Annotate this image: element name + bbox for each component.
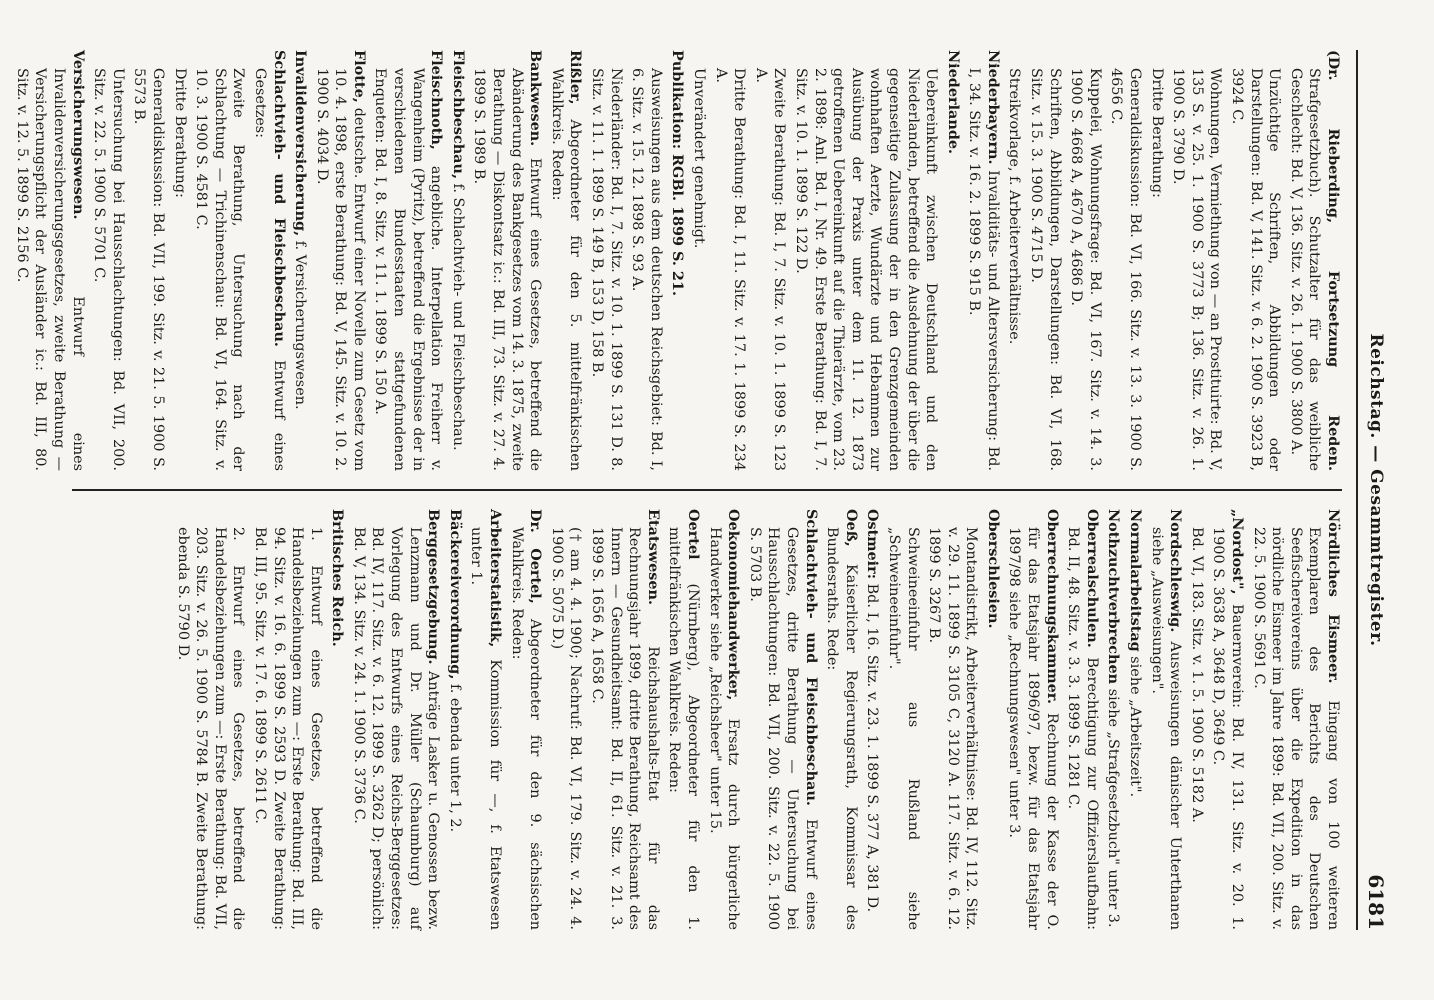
register-entry — [1227, 50, 1283, 471]
register-entry — [791, 50, 940, 471]
running-head — [1356, 50, 1392, 930]
entry-heading: Oberschlesien. — [984, 509, 1002, 629]
entry-text: Berechtigung zur Offizierslaufbahn: Bd. II, 48. Sitz. v. 3. 3. 1899 S. 1281 C. — [1065, 527, 1100, 930]
entry-text: Abgeordneter für den 5. mittelfränkischen Wahlkreis. Reden: — [548, 68, 584, 471]
register-entry — [983, 509, 1002, 930]
register-entry — [823, 509, 860, 930]
register-entry — [170, 50, 189, 471]
entry-text: Dritte Berathung: — [171, 68, 188, 198]
register-entry — [445, 509, 464, 930]
entry-text: Dritte Berathung: — [1148, 68, 1165, 198]
entry-heading: Etatswesen. — [644, 509, 662, 605]
page-number: 6181 — [1364, 874, 1388, 930]
entry-text: Schriften, Abbildungen, Darstellungen: Bd. VI, 168. Sitz. v. 15. 3. 1900 S. 4715 D. — [1028, 68, 1063, 471]
register-entry — [507, 509, 544, 930]
entry-text: Kaiserlicher Regierungsrath, Kommissar des Bundesraths. Rede: — [824, 527, 859, 930]
entry-text: Generaldiskussion: Bd. VII, 199. Sitz. v. 21. 5. 1900 S. 5573 B. — [131, 68, 166, 471]
register-entry — [884, 509, 921, 930]
register-entry — [668, 50, 687, 471]
entry-text: f. ebenda unter 1, 2. — [446, 679, 463, 833]
register-entry — [192, 50, 248, 471]
entry-text: Niederländer: Bd. I, 7. Sitz. v. 10. 1. 1899 S. 131 D. 8. Sitz. v. 11. 1. 1899 S. 149 B, 153 D, 158 B. — [589, 68, 624, 471]
register-entry — [1107, 50, 1144, 471]
entry-heading: Publikation: RGBl. 1899 S. 21. — [669, 50, 687, 296]
entry-text: Generaldiskussion: Bd. VI, 166. Sitz. v. 13. 3. 1900 S. 4656 C. — [1108, 68, 1144, 471]
register-entry — [349, 509, 442, 930]
register-entry — [1027, 50, 1064, 471]
entry-text: 2. Entwurf eines Gesetzes, betreffend die Handelsbeziehungen zum —: Erste Berathung: Bd. VII, 203. Sitz. v. 26. 5. 1900 S. 5784 B. Zweite Berathung: ebenda S. 5790 D. — [174, 527, 247, 930]
entry-text: Strafgesetzbuch). Schutzalter für das weibliche Geschlecht: Bd. V, 136. Sitz. v. 26. 1. 1900 S. 3800 A. — [1287, 68, 1323, 471]
entry-text: Uebereinkunft zwischen Deutschland und den Niederlanden, betreffend die Ausdehnung der über die gegenseitige Zulassung der in den Grenzgemeinden wohnhaften Aerzte, Wundärzte und Hebammen zur Ausübung der Praxis unter dem 11. 12. 1873 getroffenen Uebereinkunft auf die Thierärzte, vom 23. 2. 1898: Anl. Bd. I, Nr. 49. Erste Berathung: Bd. I, 7. Sitz. v. 10. 1. 1899 S. 122 D. — [792, 68, 940, 471]
register-entry — [665, 509, 702, 930]
entry-heading: Fleischbeschau, — [449, 50, 467, 179]
register-entry — [173, 509, 247, 930]
entry-heading: Oekonomiehandwerker, — [725, 509, 743, 701]
entry-text: Anträge Lasker u. Genossen bezw. Lenzmann und Dr. Müller (Schaumburg) auf Vorlegung des Entwurfs eines Reichs-Berggesetzes: Bd. IV, 117. Sitz. v. 6. 12. 1899 S. 3262 D; persönlich: Bd. V, 134. Sitz. v. 24. 1. 1900 S. 3736 C. — [350, 527, 442, 930]
register-entry — [689, 50, 708, 471]
entry-heading: Oberrealschulen. — [1083, 509, 1101, 648]
register-entry — [1249, 509, 1342, 930]
register-entry — [705, 509, 742, 930]
register-entry — [1187, 509, 1206, 930]
entry-text: siehe „Arbeitszeit". — [1127, 651, 1144, 798]
register-entry — [943, 50, 962, 471]
entry-text: (Nürnberg), Abgeordneter für den 1. mittelfränkischen Wahlkreis. Reden: — [666, 527, 701, 930]
register-entry — [470, 50, 544, 471]
register-entry — [328, 509, 347, 930]
entry-heading: (Dr. Rieberding, Fortsetzung Reden. — [1325, 50, 1342, 471]
register-entry — [587, 50, 624, 471]
register-entry — [130, 50, 167, 471]
register-entry — [1147, 509, 1184, 930]
entry-text: Bd. VI, 183. Sitz. v. 1. 5. 1900 S. 5182 A. — [1188, 527, 1205, 823]
entry-heading: Versicherungswesen. — [69, 50, 87, 220]
entry-heading: „Nordost", — [1229, 509, 1247, 595]
register-entry — [1005, 509, 1061, 930]
register-entry — [90, 50, 127, 471]
entry-heading: Oberrechnungskammer. — [1043, 509, 1061, 705]
register-entry — [467, 509, 504, 930]
entry-heading: Bäckereiverordnung, — [446, 509, 464, 680]
entry-heading: Invalidenversicherung, — [292, 50, 310, 237]
left-column — [13, 50, 1342, 489]
entry-text: Rechnung der Kasse der O. für das Etatsjahr 1896/97, bezw. für das Etatsjahr 1897/98 siehe „Rechnungswesen" unter 3. — [1006, 527, 1060, 930]
entry-text: Entwurf eines Gesetzes: — [251, 68, 287, 471]
entry-text: († am 4. 4. 1900; Nachruf: Bd. VI, 179. Sitz. v. 24. 4. 1900 S. 5075 D.) — [548, 527, 584, 930]
entry-heading: Oertel — [685, 509, 702, 560]
register-entry — [711, 50, 748, 471]
register-entry — [291, 50, 310, 471]
entry-heading: Nothzuchtverbrechen — [1105, 509, 1123, 685]
entry-text: Reichshaushalts-Etat für das Rechnungsjahr 1899, dritte Berathung, Reichsamt des Innern — Gesundheitsamt: Bd. II, 61. Sitz. v. 21. 3. 1899 S. 1656 A, 1658 C. — [589, 527, 661, 930]
entry-heading: Britisches Reich. — [329, 509, 347, 647]
entry-text: Entwurf eines Gesetzes, dritte Berathung — Untersuchung bei Hausschlachtungen: Bd. VII, 200. Sitz. v. 22. 5. 1900 S. 5703 B. — [746, 527, 819, 930]
entry-text: Ersatz durch bürgerliche Handwerker siehe „Reichsheer" unter 15. — [706, 527, 742, 930]
entry-text: Eingang von 100 weiteren Exemplaren des Berichts des Deutschen Seefischereivereins über die Expedition in das nördliche Eismeer im Jahre 1899: Bd. VII, 200. Sitz. v. 22. 5. 1900 S. 5691 C. — [1250, 527, 1341, 930]
entry-text: Invaliditäts- und Altersversicherung: Bd. I, 34. Sitz. v. 16. 2. 1899 S. 915 B. — [966, 68, 1001, 471]
entry-heading: Schlachtvieh- und Fleischbeschau. — [270, 50, 288, 347]
entry-text: Kuppelei, Wohnungsfrage: Bd. VI, 167. Sitz. v. 14. 3. 1900 S. 4668 A, 4670 A, 4686 D. — [1068, 68, 1103, 471]
entry-text: Schweineeinfuhr aus Rußland siehe „Schweineeinfuhr". — [885, 527, 921, 930]
entry-text: siehe „Strafgesetzbuch" unter 3. — [1105, 684, 1122, 928]
entry-text: deutsche. Entwurf einer Novelle zum Gesetz vom 10. 4. 1898, erste Berathung: Bd. V, 145. Sitz. v. 10. 2. 1900 S. 4034 D. — [313, 68, 367, 471]
register-entry — [1067, 50, 1104, 471]
register-entry — [1147, 50, 1166, 471]
running-title: Reichstag. — Gesammtregister. — [1366, 333, 1386, 647]
entry-text: Montandistrikt, Arbeiterverhältnisse: Bd. IV, 112. Sitz. v. 29. 11. 1899 S. 3105 C, 3120 A. 117. Sitz. v. 6. 12. 1899 S. 3267 B. — [926, 527, 980, 930]
register-entry — [925, 509, 981, 930]
entry-text: Bd. I, 16. Sitz. v. 23. 1. 1899 S. 377 A, 381 D. — [864, 579, 881, 913]
entry-text: Ausweisungen dänischer Unterthanen siehe „Ausweisungen". — [1148, 527, 1184, 930]
entry-text: Bauernverein: Bd. IV, 131. Sitz. v. 20. 1. 1900 S. 3638 A, 3648 D, 3649 C. — [1210, 527, 1246, 930]
entry-heading: Nordschleswig. — [1167, 509, 1185, 633]
register-entry — [250, 509, 324, 930]
entry-text: angebliche. Interpellation Freiherr v. Wangenheim (Pyritz), betreffend die Ergebnisse der in verschiedenen Bundesstaaten stattgefundenen Enqueten: Bd. I, 8. Sitz. v. 11. 1. 1899 S. 150 A. — [372, 68, 445, 471]
register-entry — [628, 50, 665, 471]
entry-text: Wohnungen, Vermiethung von — an Prostituirte: Bd. V, 135 S. v. 25. 1. 1900 S. 3773 B; 136. Sitz. v. 26. 1. 1900 S. 3790 D. — [1170, 68, 1224, 471]
entry-heading: Niederlande. — [944, 50, 962, 155]
register-entry — [587, 509, 661, 930]
entry-text: Dritte Berathung: Bd. I, 11. Sitz. v. 17. 1. 1899 S. 234 A. — [712, 68, 748, 471]
register-entry — [1125, 509, 1144, 930]
entry-heading: Rißler, — [567, 50, 585, 105]
entry-heading: Bankwesen. — [527, 50, 545, 147]
register-entry — [1104, 509, 1123, 930]
two-column-body — [13, 50, 1342, 930]
entry-text: Zweite Berathung, Untersuchung nach der Schlachtung — Trichinenschau: Bd. VI, 164. Sitz. v. 10. 3. 1900 S. 4581 C. — [193, 68, 247, 471]
register-entry — [547, 50, 584, 471]
register-entry — [547, 509, 584, 930]
entry-text: Entwurf eines Gesetzes, betreffend die Abänderung des Bankgesetzes vom 14. 3. 1875, zweite Berathung — Diskontsatz ic.: Bd. III, 73. Sitz. v. 27. 4. 1899 S. 1989 B. — [471, 68, 544, 471]
register-entry — [863, 509, 882, 930]
register-entry — [312, 50, 368, 471]
entry-heading: Flotte, — [350, 50, 368, 103]
register-entry — [1169, 50, 1225, 471]
entry-text: Zweite Berathung: Bd. I, 7. Sitz. v. 10. 1. 1899 S. 123 A. — [752, 68, 788, 471]
entry-text: Unverändert genehmigt. — [691, 68, 707, 249]
register-entry — [1064, 509, 1101, 930]
entry-text: Unzüchtige Schriften, Abbildungen oder Darstellungen: Bd. V, 141. Sitz. v. 6. 2. 1900 S. 3923 B, 3924 C. — [1229, 68, 1283, 471]
register-entry — [1209, 509, 1246, 930]
register-entry — [1005, 50, 1024, 471]
entry-heading: Niederbayern. — [984, 50, 1002, 165]
entry-heading: Nördliches Eismeer. — [1325, 509, 1342, 684]
entry-heading: Dr. Oertel, — [527, 509, 545, 604]
entry-text: Streikvorlage, f. Arbeiterverhältnisse. — [1006, 68, 1023, 345]
entry-heading: Berggesetzgebung. — [425, 509, 443, 665]
entry-heading: Arbeiterstatistik, — [487, 509, 505, 648]
register-entry — [371, 50, 445, 471]
register-entry — [745, 509, 819, 930]
register-entry — [448, 50, 467, 471]
register-entry — [965, 50, 1002, 471]
entry-text: Ausweisungen aus dem deutschen Reichsgebiet: Bd. I, 6. Sitz. v. 15. 12. 1898 S. 93 A. — [629, 68, 664, 471]
entry-text: Kommission für —, f. Etatswesen unter 1. — [468, 527, 504, 930]
entry-text: Abgeordneter für den 9. sächsischen Wahlkreis. Reden: — [508, 527, 544, 930]
register-entry — [751, 50, 788, 471]
entry-text: f. Versicherungswesen. — [292, 236, 309, 410]
entry-text: Entwurf eines Invalidenversicherungsgesetzes, zweite Berathung — Versicherungspflicht der Ausländer ic.: Bd. III, 80. Sitz. v. 12. 5. 1899 S. 2156 C. — [13, 68, 86, 471]
register-entry — [12, 50, 86, 471]
entry-heading: Schlachtvieh- und Fleischbeschau. — [802, 509, 820, 806]
register-entry — [1286, 50, 1342, 471]
entry-heading: Fleischnoth, — [428, 50, 446, 150]
entry-text: 1. Entwurf eines Gesetzes, betreffend die Handelsbeziehungen zum —: Erste Berathung: Bd. III, 94. Sitz. v. 16. 6. 1899 S. 2593 D. Zweite Berathung: Bd. III, 95. Sitz. v. 17. 6. 1899 S. 2611 C. — [251, 527, 324, 930]
entry-heading: Oeß, — [842, 509, 860, 547]
register-entry — [250, 50, 287, 471]
entry-text: Untersuchung bei Hausschlachtungen: Bd. VII, 200. Sitz. v. 22. 5. 1900 S. 5701 C. — [91, 68, 126, 471]
entry-heading: Normalarbeitstag — [1127, 509, 1145, 652]
right-column — [72, 489, 1342, 930]
entry-text: f. Schlachtvieh- und Fleischbeschau. — [449, 178, 466, 451]
entry-heading: Ostmeir: — [864, 509, 882, 580]
